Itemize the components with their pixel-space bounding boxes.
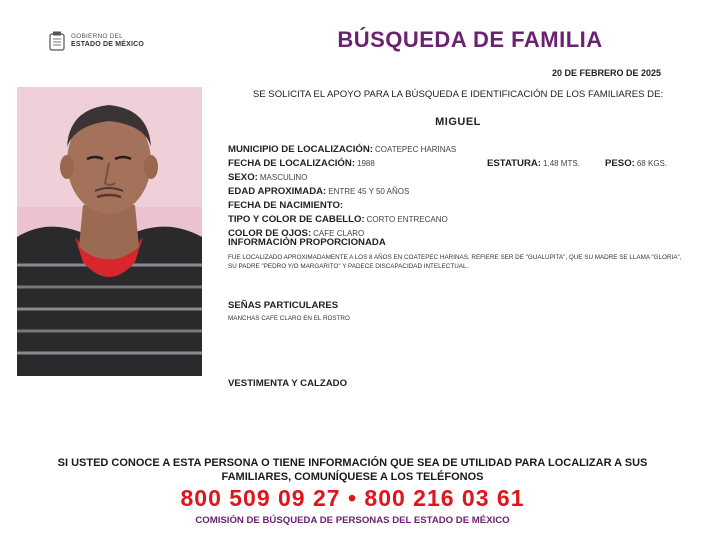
government-logo — [49, 30, 144, 52]
sex-value: MASCULINO — [259, 173, 308, 182]
marks-text: MANCHAS CAFE CLARO EN EL ROSTRO — [228, 315, 350, 322]
weight-row — [605, 153, 667, 171]
height-row — [487, 153, 580, 171]
age-label: EDAD APROXIMADA: — [228, 186, 327, 197]
age-value: ENTRE 45 Y 50 AÑOS — [328, 187, 410, 196]
gov-line-2: ESTADO DE MÉXICO — [71, 41, 145, 48]
state-seal-icon — [49, 31, 65, 51]
page-title: BÚSQUEDA DE FAMILIA — [337, 27, 603, 52]
birth-date-label: FECHA DE NACIMIENTO: — [228, 200, 344, 211]
hair-value: CORTO ENTRECANO — [366, 215, 448, 224]
info-label: INFORMACIÓN PROPORCIONADA — [228, 237, 386, 248]
portrait-illustration — [17, 87, 202, 376]
marks-label: SEÑAS PARTICULARES — [228, 300, 339, 311]
height-label: ESTATURA: — [487, 158, 542, 169]
height-value: 1.48 MTS. — [543, 159, 580, 168]
sex-label: SEXO: — [228, 172, 258, 183]
eyes-label: COLOR DE OJOS: — [228, 228, 312, 239]
request-text: SE SOLICITA EL APOYO PARA LA BÚSQUEDA E IDENTIFICACIÓN DE LOS FAMILIARES DE: — [252, 89, 664, 100]
clothing-label: VESTIMENTA Y CALZADO — [228, 378, 348, 389]
phone-numbers: 800 509 09 27 • 800 216 03 61 — [180, 485, 525, 511]
weight-value: 68 KGS. — [636, 159, 668, 168]
person-photo — [17, 87, 202, 376]
municipality-label: MUNICIPIO DE LOCALIZACIÓN: — [228, 144, 373, 155]
person-name: MIGUEL — [435, 116, 481, 128]
location-date-value: 1988 — [357, 159, 375, 168]
hair-label: TIPO Y COLOR DE CABELLO: — [228, 214, 365, 225]
municipality-value: COATEPEC HARINAS — [374, 145, 457, 154]
eyes-value: CAFE CLARO — [313, 229, 365, 238]
gov-line-1: GOBIERNO DEL — [71, 33, 123, 40]
weight-label: PESO: — [605, 158, 635, 169]
info-text: FUE LOCALIZADO APROXIMADAMENTE A LOS 8 AÑOS EN COATEPEC HARINAS, REFIERE SER DE "GUALUPITA", QUE SU MADRE SE LLAMA "GLORIA", SU PADRE "PEDRO Y/O MARGARITO" Y PADECE DISCAPACIDAD INTELECTUAL. — [228, 254, 682, 270]
contact-message: SI USTED CONOCE A ESTA PERSONA O TIENE INFORMACIÓN QUE SEA DE UTILIDAD PARA LOCALIZAR A SUS FAMILIARES, COMUNÍQUESE A LOS TELÉFONOS — [57, 457, 648, 483]
location-date-label: FECHA DE LOCALIZACIÓN: — [228, 158, 356, 169]
commission-name: COMISIÓN DE BÚSQUEDA DE PERSONAS DEL ESTADO DE MÉXICO — [195, 515, 510, 526]
publication-date: 20 DE FEBRERO DE 2025 — [551, 68, 661, 78]
